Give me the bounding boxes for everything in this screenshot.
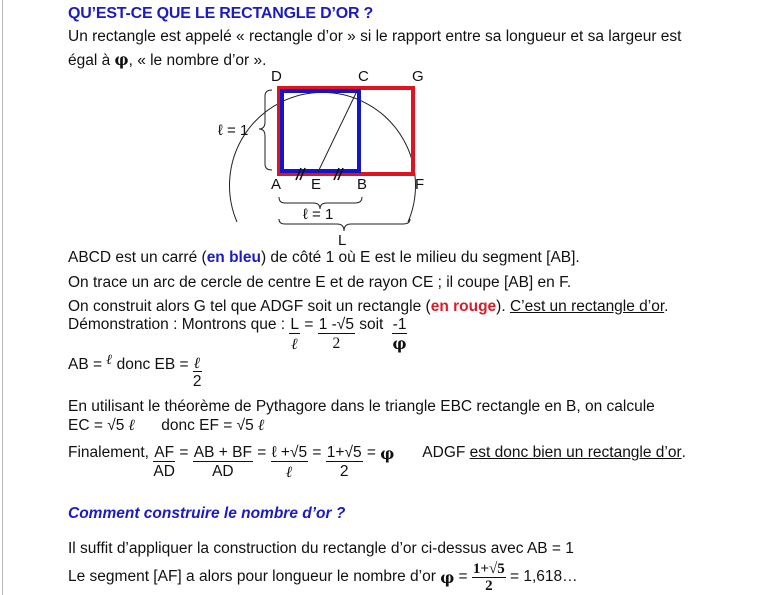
text: ADGF — [422, 444, 470, 461]
denominator: ℓ — [291, 334, 299, 353]
section2-line-1: Il suffit d’appliquer la construction du rectangle d’or ci-dessus avec AB = 1 — [68, 540, 574, 557]
denominator: φ — [392, 334, 407, 353]
text: . — [664, 298, 669, 315]
denominator: ℓ — [286, 462, 293, 481]
denominator: AD — [212, 463, 234, 480]
label-f: F — [415, 176, 425, 193]
ab-line — [68, 352, 202, 394]
equals: = — [300, 316, 318, 333]
soit: soit — [354, 316, 388, 333]
text: . — [681, 444, 686, 461]
conclusion-underlined: est donc bien un rectangle d’or — [469, 444, 682, 461]
text: ). — [496, 298, 510, 315]
numerator: AB + BF — [193, 444, 252, 461]
fraction-1-plus-root5-over-2 — [326, 444, 363, 482]
ell-symbol: ℓ — [106, 352, 113, 368]
text: EC = √5 — [68, 417, 129, 434]
numerator: ℓ +√5 — [271, 444, 308, 461]
intro-line-1: Un rectangle est appelé « rectangle d’or » si le rapport entre sa longueur et sa largeur est — [68, 28, 682, 45]
fraction-ab-plus-bf-over-ad — [193, 444, 253, 482]
fraction-minus1-over-phi — [392, 316, 408, 354]
numerator: 1+√5 — [472, 561, 505, 577]
fraction-1-minus-root5-over-2 — [318, 316, 355, 354]
brace-left-side — [259, 90, 272, 170]
text: AB = — [68, 356, 107, 373]
intro-text: égal à — [68, 52, 115, 69]
label-e: E — [311, 176, 322, 193]
text: donc EB = — [112, 356, 193, 373]
text: Finalement, — [68, 444, 154, 461]
pythagore-line: En utilisant le théorème de Pythagore dans le triangle EBC rectangle en B, on calcule — [68, 398, 655, 415]
text: Le segment [AF] a alors pour longueur le nombre d’or — [68, 568, 441, 585]
golden-rectangle-statement: C’est un rectangle d’or — [509, 298, 665, 315]
equals: = — [308, 444, 326, 461]
label-a: A — [271, 176, 282, 193]
equals: = — [175, 444, 193, 461]
golden-rectangle-diagram — [0, 0, 768, 260]
demonstration-line — [68, 316, 407, 354]
numerator: -1 — [392, 316, 407, 333]
label-b: B — [357, 176, 368, 193]
fraction-ell-plus-root5-over-ell — [271, 444, 309, 482]
equals: = — [252, 444, 271, 461]
demo-label: Démonstration : Montrons que : — [68, 316, 290, 333]
section2-line-2 — [68, 562, 578, 594]
text: ) de côté 1 où E est le milieu du segment [AB]. — [260, 249, 580, 266]
en-bleu-highlight: en bleu — [206, 249, 261, 266]
denominator: 2 — [339, 463, 349, 480]
phi-symbol: φ — [380, 444, 395, 463]
numerator: ℓ — [193, 353, 201, 372]
denominator: 2 — [485, 578, 493, 594]
paragraph-square — [68, 249, 580, 267]
golden-rectangle-adgf — [279, 88, 413, 174]
ec-line — [68, 415, 265, 435]
numerator: 1 -√5 — [318, 316, 354, 333]
text: donc EF = √5 — [161, 417, 259, 434]
ell-symbol: ℓ — [128, 415, 136, 434]
numerator: 1+√5 — [326, 444, 362, 461]
numerator: L — [290, 316, 300, 333]
phi-symbol: φ — [114, 50, 129, 69]
page-title: QU’EST-CE QUE LE RECTANGLE D’OR ? — [68, 5, 374, 22]
paragraph-arc: On trace un arc de cercle de centre E et de rayon CE ; il coupe [AB] en F. — [68, 274, 572, 291]
fraction-ell-over-2 — [193, 354, 202, 392]
label-g: G — [412, 68, 424, 85]
denominator: 2 — [192, 373, 202, 390]
phi-symbol: φ — [440, 568, 455, 587]
arc-circle — [230, 92, 416, 222]
label-l: L — [338, 232, 347, 249]
equals: = — [454, 568, 472, 585]
text: On construit alors G tel que ADGF soit un rectangle ( — [68, 298, 431, 315]
square-abcd — [282, 91, 359, 171]
golden-ratio-value: = 1,618… — [505, 568, 578, 585]
intro-text-end: , « le nombre d’or ». — [128, 52, 267, 69]
numerator: AF — [154, 444, 175, 461]
label-bottom-side: ℓ = 1 — [303, 206, 334, 223]
equals: = — [362, 444, 381, 461]
fraction-golden-ratio — [472, 562, 506, 594]
segment-ec — [318, 91, 357, 172]
section-title-construire: Comment construire le nombre d’or ? — [68, 505, 346, 522]
brace-af — [279, 219, 410, 231]
fraction-af-over-ad — [153, 444, 175, 482]
denominator: 2 — [332, 335, 341, 352]
label-d: D — [271, 68, 282, 85]
en-rouge-highlight: en rouge — [430, 298, 497, 315]
denominator: AD — [153, 463, 175, 480]
final-line — [68, 444, 686, 482]
paragraph-rectangle — [68, 298, 668, 316]
text: ABCD est un carré ( — [68, 249, 207, 266]
label-left-side: ℓ = 1 — [218, 122, 249, 139]
label-c: C — [358, 68, 369, 85]
fraction-l-over-ell — [289, 316, 300, 354]
ell-symbol: ℓ — [258, 415, 265, 434]
